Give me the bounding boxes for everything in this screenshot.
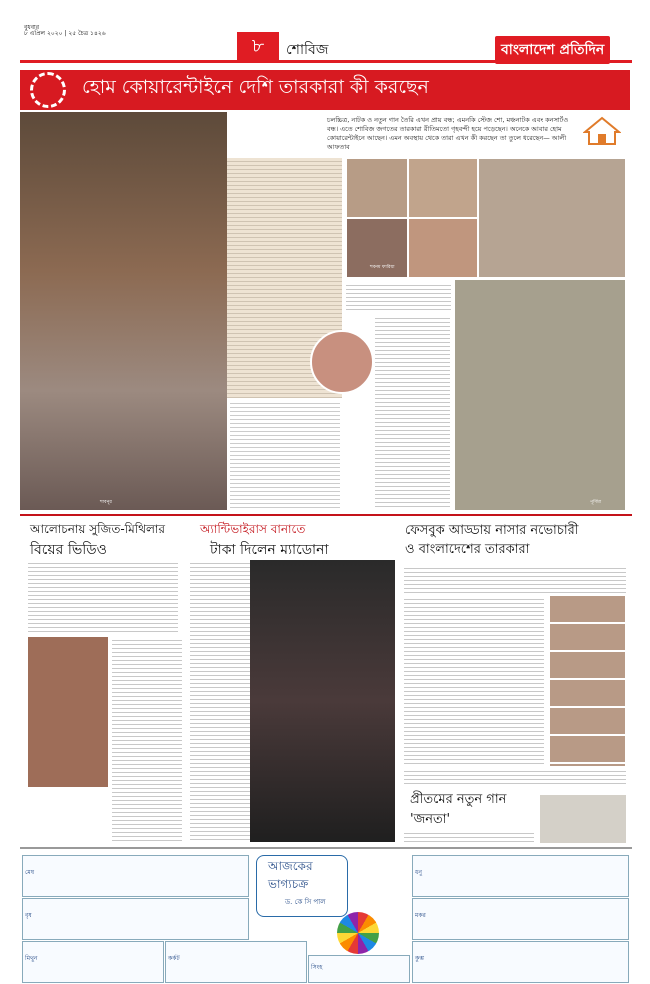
header-day: বুধবার	[24, 24, 40, 31]
celebrity-photo-round	[310, 330, 374, 394]
article-headline: অ্যান্টিভাইরাস বানাতে	[200, 522, 306, 536]
celebrity-text-3	[375, 315, 450, 510]
celebrity-photo	[478, 158, 626, 278]
article-headline: আলোচনায় সুজিত-মিথিলার	[30, 522, 165, 536]
house-icon	[583, 116, 621, 146]
zodiac-box	[22, 855, 249, 897]
caption: শাবনূর	[100, 500, 112, 505]
article-headline-2: ও বাংলাদেশের তারকারা	[405, 542, 530, 557]
celebrity-text-2	[230, 400, 340, 510]
page-number: ৮	[237, 32, 279, 60]
article-text	[404, 830, 534, 842]
article-text	[28, 560, 178, 635]
zodiac-sign: বৃষ	[25, 912, 32, 919]
zodiac-sign: মকর	[415, 912, 426, 919]
song-poster	[540, 795, 626, 843]
virus-icon	[30, 72, 66, 108]
celebrity-thumbnails	[550, 596, 625, 766]
article-text	[404, 565, 626, 593]
horoscope-title-2: ভাগ্যচক্র	[268, 877, 309, 891]
article-text	[404, 596, 544, 766]
zodiac-sign: মিথুন	[25, 955, 38, 962]
celebrity-text	[346, 282, 451, 312]
zodiac-box	[412, 941, 629, 983]
horoscope-author: ড. কে সি পাল	[285, 898, 326, 906]
zodiac-box	[22, 941, 164, 983]
zodiac-wheel-icon	[337, 912, 379, 954]
celebrity-photo-large	[455, 280, 625, 510]
article-headline-2: 'জনতা'	[410, 812, 451, 827]
zodiac-sign: কর্কট	[168, 955, 180, 962]
newspaper-logo: বাংলাদেশ প্রতিদিন	[495, 36, 610, 64]
zodiac-box	[22, 898, 249, 940]
horoscope-title: আজকের	[268, 859, 313, 873]
section-rule	[20, 514, 632, 516]
zodiac-box	[165, 941, 307, 983]
zodiac-box	[412, 898, 629, 940]
celebrity-photo	[346, 158, 408, 218]
zodiac-sign: সিংহ	[311, 964, 323, 971]
article-headline: প্রীতমের নতুন গান	[410, 792, 507, 807]
couple-photo	[28, 637, 108, 787]
article-text	[404, 768, 626, 786]
article-text	[112, 637, 182, 842]
zodiac-box	[412, 855, 629, 897]
article-headline: ফেসবুক আড্ডায় নাসার নভোচারী	[405, 523, 579, 538]
feature-headline: হোম কোয়ারেন্টাইনে দেশি তারকারা কী করছেন	[82, 76, 429, 98]
caption: শবনম ফারিয়া	[370, 265, 395, 270]
article-headline-2: টাকা দিলেন ম্যাডোনা	[210, 542, 329, 558]
lead-photo	[20, 112, 227, 510]
celebrity-photo	[408, 158, 478, 218]
photo-grid-top	[346, 158, 626, 278]
section-name: শোবিজ	[286, 42, 329, 58]
zodiac-box	[308, 955, 410, 983]
horoscope-rule	[20, 847, 632, 849]
zodiac-sign: মেষ	[25, 869, 35, 876]
lead-intro: চলচ্চিত্র, নাটক ও নতুন গান তৈরি এখন প্রায় বন্ধ; এমনকি স্টেজ শো, মঞ্চনাটক এবং কনসার্টও বন্ধ। এতে শোবিজ জগতের তারকারা রীতিমতো গৃহবন্দী হয়ে পড়েছেন। অনেকে আবার হোম কোয়ারেন্টাইনে আছেন। এমন অবস্থায় থেকে তারা এখন কী করছেন তা তুলে ধরেছেন— আলী আফতাব	[327, 116, 569, 151]
celebrity-photo	[408, 218, 478, 278]
caption: পূর্ণিমা	[590, 500, 602, 505]
article-headline-2: বিয়ের ভিডিও	[30, 542, 107, 558]
zodiac-sign: ধনু	[415, 869, 422, 876]
header-date: ৮ এপ্রিল ২০২০ | ২৫ চৈত্র ১৪২৬	[24, 30, 106, 37]
madonna-photo	[250, 560, 395, 842]
header-rule	[20, 60, 632, 63]
zodiac-sign: কুম্ভ	[415, 955, 424, 962]
